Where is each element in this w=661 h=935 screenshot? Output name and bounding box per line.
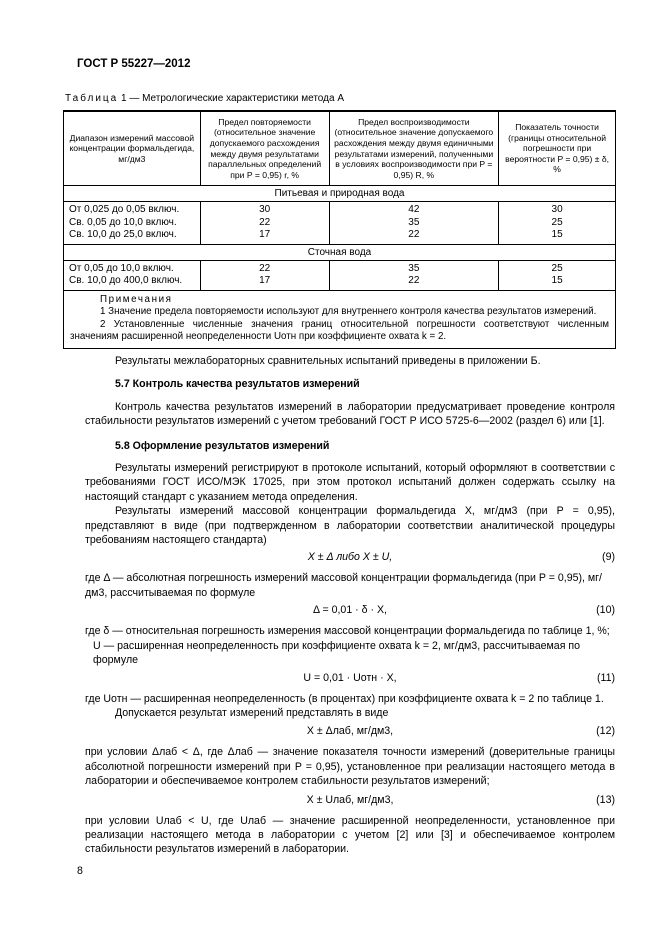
value: 25 [551, 216, 563, 228]
metrology-table [63, 110, 616, 349]
formula: X ± Δлаб, мг/дм3, [306, 725, 394, 738]
cell-range [64, 202, 201, 245]
cell-R [329, 202, 499, 245]
range-line: Св. 10,0 до 400,0 включ. [69, 275, 183, 287]
section-row [64, 186, 616, 202]
value: 35 [408, 262, 420, 274]
header-repeatability: Предел повторяемости (относительное значение допускаемого расхождения между двумя результатами параллельных определений при P = 0,95) r, % [200, 111, 329, 186]
where-clause: где Δ — абсолютная погрешность измерений массовой концентрации формальдегида (при P = 0,95), мг/дм3, рассчитываемая по формуле [85, 572, 602, 599]
table-row [64, 202, 616, 245]
section-row [64, 244, 616, 260]
section-heading: 5.8 Оформление результатов измерений [115, 439, 330, 452]
formula: X ± Δ либо X ± U, [307, 551, 393, 564]
where-clause: где Uотн — расширенная неопределенность (в процентах) при коэффициенте охвата k = 2 по таблице 1. [85, 692, 604, 705]
range-line: От 0,05 до 10,0 включ. [69, 262, 174, 274]
paragraph: Результаты измерений массовой концентрации формальдегида X, мг/дм3 (при P = 0,95), представляют в виде (при подтвержденном в лаборатории соответствии аналитической процедуры требованиям настоящего стандарта) [85, 505, 615, 547]
formula: Δ = 0,01 · δ · X, [313, 604, 387, 617]
equation-11 [85, 671, 615, 686]
where-clause: U — расширенная неопределенность при коэффициенте охвата k = 2, мг/дм3, рассчитываемая по формуле [93, 639, 581, 667]
equation-number: (9) [602, 551, 615, 564]
formula: U = 0,01 · Uотн · X, [303, 671, 397, 684]
note-item: 1 Значение предела повторяемости используют для внутреннего контроля качества результатов измерений. [100, 306, 597, 318]
range-line: Св. 0,05 до 10,0 включ. [69, 216, 177, 228]
table-caption [65, 93, 344, 104]
paragraph: Контроль качества результатов измерений в лаборатории предусматривает проведение контроля стабильности результатов измерений с учетом требований ГОСТ Р ИСО 5725-6—2002 (раздел 6) или [1]. [85, 400, 615, 428]
document-header: ГОСТ Р 55227—2012 [77, 58, 191, 70]
header-range: Диапазон измерений массовой концентрации формальдегида, мг/дм3 [64, 111, 201, 186]
table-caption-word: Таблица [65, 93, 119, 104]
equation-number: (13) [596, 793, 615, 806]
cell-r [200, 260, 329, 290]
paragraph: Результаты межлабораторных сравнительных испытаний приведены в приложении Б. [115, 355, 541, 367]
cell-R [329, 260, 499, 290]
value: 15 [551, 229, 563, 241]
value: 15 [551, 275, 563, 287]
notes-row [64, 290, 616, 348]
equation-number: (11) [596, 671, 615, 684]
equation-9 [85, 550, 615, 565]
body-text [85, 354, 615, 857]
equation-number: (12) [596, 725, 615, 738]
equation-12 [85, 724, 615, 739]
equation-13 [85, 793, 615, 808]
note-item: 2 Установленные численные значения границ относительной погрешности соответствуют численным значениям расширенной неопределенности Uотн при коэффициенте охвата k = 2. [70, 318, 609, 343]
paragraph: Результаты измерений регистрируют в протоколе испытаний, который оформляют в соответствии с требованиями ГОСТ ИСО/МЭК 17025, при этом протокол испытаний должен содержать ссылку на настоящий стандарт с указанием метода определения. [85, 462, 615, 503]
section-title: Сточная вода [64, 244, 616, 260]
range-line: Св. 10,0 до 25,0 включ. [69, 229, 177, 241]
formula: X ± Uлаб, мг/дм3, [306, 793, 394, 806]
value: 22 [408, 229, 420, 241]
range-line: От 0,025 до 0,05 включ. [69, 204, 180, 215]
cell-r [200, 202, 329, 245]
cell-range [64, 260, 201, 290]
value: 17 [259, 229, 271, 241]
value: 22 [259, 216, 271, 228]
value: 17 [259, 275, 271, 287]
section-heading: 5.7 Контроль качества результатов измерений [115, 378, 360, 391]
notes-cell [64, 290, 616, 348]
value: 30 [259, 204, 271, 215]
value: 30 [551, 204, 563, 215]
value: 42 [408, 204, 420, 215]
header-reproducibility: Предел воспроизводимости (относительное значение допускаемого расхождения между двумя единичными результатами измерений, полученными в условиях воспроизводимости при P = 0,95) R, % [329, 111, 499, 186]
paragraph: при условии Uлаб < U, где Uлаб — значение расширенной неопределенности, установленное при реализации настоящего метода в лаборатории с учетом [2] или [3] и обеспечиваемое контролем стабильности результатов измерений в лаборатории. [85, 814, 615, 856]
table-row [64, 260, 616, 290]
equation-10 [85, 603, 615, 618]
section-title: Питьевая и природная вода [64, 186, 616, 202]
cell-delta [499, 202, 616, 245]
value: 22 [408, 275, 420, 287]
where-clause: где δ — относительная погрешность измерения массовой концентрации формальдегида по таблице 1, %; [85, 625, 610, 638]
value: 35 [408, 216, 420, 228]
value: 22 [259, 262, 271, 274]
notes-title: Примечания [100, 293, 173, 305]
cell-delta [499, 260, 616, 290]
page-number: 8 [77, 865, 83, 877]
header-accuracy: Показатель точности (границы относительной погрешности при вероятности P = 0,95) ± δ, % [499, 111, 616, 186]
table-header-row [64, 111, 616, 186]
equation-number: (10) [596, 604, 615, 617]
value: 25 [551, 262, 563, 274]
paragraph: при условии Δлаб < Δ, где Δлаб — значение показателя точности измерений (доверительные границы абсолютной погрешности измерений при P = 0,95), установленное при реализации настоящего метода в лаборатории и обеспечиваемое контролем стабильности результатов измерений; [85, 746, 615, 788]
table-caption-text: 1 — Метрологические характеристики метода А [118, 93, 344, 104]
paragraph: Допускается результат измерений представлять в виде [115, 706, 389, 719]
